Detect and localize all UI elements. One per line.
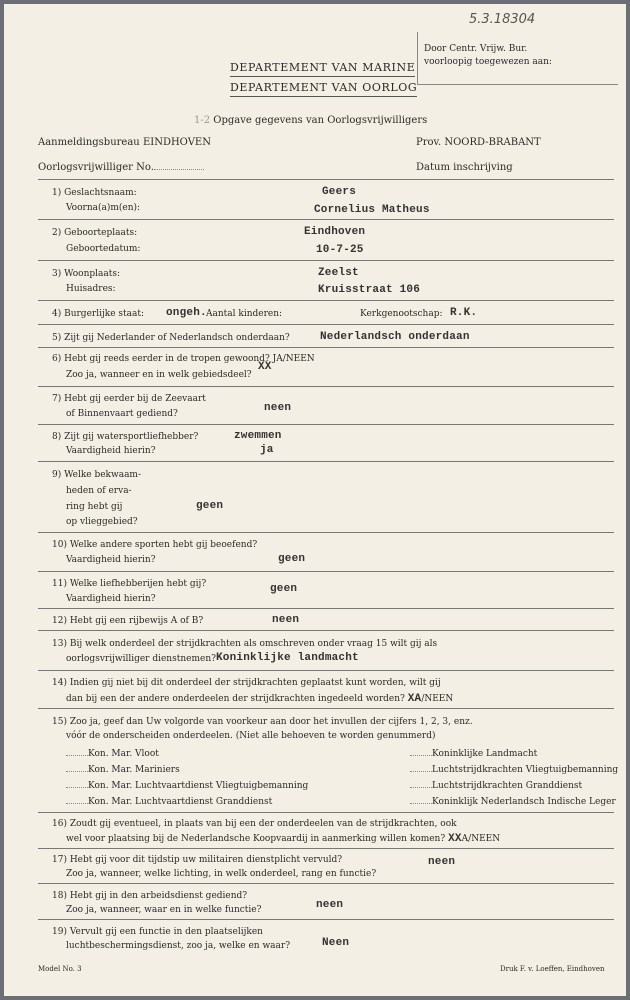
q15-option-5: Koninklijke Landmacht [410,749,537,759]
q2-birthdate-label: Geboortedatum: [66,244,141,254]
assignment-box-line1: Door Centr. Vrijw. Bur. [424,44,528,54]
q9-aviation-label-2: heden of erva- [66,486,132,496]
divider [38,179,614,180]
q7-inland-label: of Binnenvaart gediend? [66,409,178,419]
q10-sports-value: geen [278,553,306,565]
department-war: DEPARTEMENT VAN OORLOG [230,81,417,97]
q15-option-6: Luchtstrijdkrachten Vliegtuigbemanning [410,765,618,775]
q8-skill-label: Vaardigheid hierin? [66,446,156,456]
q9-aviation-value: geen [196,500,224,512]
q12-license-label: 12) Hebt gij een rijbewijs A of B? [52,616,204,626]
q9-aviation-label-1: 9) Welke bekwaam- [52,470,142,480]
province: Prov. NOORD-BRABANT [416,137,541,148]
q16-fleet-label-1: 16) Zoudt gij eventueel, in plaats van bij een der onderdeelen van de strijdkrachten, ook [52,819,457,829]
form-title: 1-2 Opgave gegevens van Oorlogsvrijwilligers [194,115,428,126]
q15-preference-label-1: 15) Zoo ja, geef dan Uw volgorde van voorkeur aan door het invullen der cijfers 1, 2, 3, enz. [52,717,473,727]
q3-residence-label: 3) Woonplaats: [52,269,121,279]
q1-surname-label: 1) Geslachtsnaam: [52,188,137,198]
q3-address-value: Kruisstraat 106 [318,284,421,296]
q2-birthplace-value: Eindhoven [304,226,366,238]
q18-labour-label-1: 18) Hebt gij in den arbeidsdienst gediend? [52,891,248,901]
q3-residence-value: Zeelst [318,267,359,279]
q4-church-value: R.K. [450,307,478,319]
department-marine: DEPARTEMENT VAN MARINE [230,61,415,77]
form-page [4,4,626,996]
q8-skill-value: ja [260,444,274,456]
q15-option-3: Kon. Mar. Luchtvaartdienst Vliegtuigbemanning [66,781,308,791]
q10-skill-label: Vaardigheid hierin? [66,555,156,565]
volunteer-number: Oorlogsvrijwilliger No. [38,162,204,173]
q2-birthdate-value: 10-7-25 [316,244,364,256]
q5-nationality-label: 5) Zijt gij Nederlander of Nederlandsch onderdaan? [52,333,290,343]
q6-tropics-value: XX [258,361,272,373]
q14-alternative-label-1: 14) Indien gij niet bij dit onderdeel der strijdkrachten geplaatst kunt worden, wilt gij [52,678,441,688]
q15-option-8: Koninklijk Nederlandsch Indische Leger [410,797,616,807]
q7-seafaring-value: neen [264,402,292,414]
q8-watersport-label: 8) Zijt gij watersportliefhebber? [52,432,199,442]
printer-credit: Druk F. v. Loeffen, Eindhoven [500,965,605,973]
q10-sports-label: 10) Welke andere sporten hebt gij beoefend? [52,540,258,550]
q1-surname-value: Geers [322,186,357,198]
q3-address-label: Huisadres: [66,284,116,294]
q4-marital-value: ongeh. [166,307,207,319]
q16-fleet-label-2: wel voor plaatsing bij de Nederlandsche Koopvaardij in aanmerking willen komen? XXA/NEEN [66,833,501,845]
q7-seafaring-label: 7) Hebt gij eerder bij de Zeevaart [52,394,206,404]
q9-aviation-label-3: ring hebt gij [66,502,123,512]
q17-military-value: neen [428,856,456,868]
registration-date: Datum inschrijving [416,162,513,173]
q5-nationality-value: Nederlandsch onderdaan [320,331,470,343]
q13-branch-value: Koninklijke landmacht [216,652,359,664]
model-number: Model No. 3 [38,965,82,973]
q13-branch-label-2: oorlogsvrijwilliger dienstnemen? [66,654,216,664]
q9-aviation-label-4: op vlieggebied? [66,517,138,527]
q11-hobbies-label: 11) Welke liefhebberijen hebt gij? [52,579,207,589]
q15-option-4: Kon. Mar. Luchtvaartdienst Granddienst [66,797,272,807]
q15-preference-label-2: vóór de onderscheiden onderdeelen. (Niet alle behoeven te worden genummerd) [66,731,436,741]
q4-church-label: Kerkgenootschap: [360,309,443,319]
q15-option-2: Kon. Mar. Mariniers [66,765,180,775]
q4-marital-label: 4) Burgerlijke staat: [52,309,145,319]
q15-option-1: Kon. Mar. Vloot [66,749,159,759]
q18-labour-value: neen [316,899,344,911]
q19-airdefence-value: Neen [322,937,350,949]
q15-option-7: Luchtstrijdkrachten Granddienst [410,781,582,791]
q6-tropics-label: 6) Hebt gij reeds eerder in de tropen gewoond? JA/NEEN [52,354,315,364]
registration-office: Aanmeldingsbureau EINDHOVEN [38,137,211,148]
q1-firstnames-label: Voorna(a)m(en): [66,203,141,213]
q17-military-label-2: Zoo ja, wanneer, welke lichting, in welk onderdeel, rang en functie? [66,869,377,879]
q13-branch-label-1: 13) Bij welk onderdeel der strijdkrachten als omschreven onder vraag 15 wilt gij als [52,639,438,649]
q4-children-label: Aantal kinderen: [206,309,283,319]
q19-airdefence-label-2: luchtbeschermingsdienst, zoo ja, welke en waar? [66,941,291,951]
q6-tropics-where-label: Zoo ja, wanneer en in welk gebiedsdeel? [66,370,252,380]
q11-skill-label: Vaardigheid hierin? [66,594,156,604]
q18-labour-label-2: Zoo ja, wanneer, waar en in welke functie? [66,905,262,915]
archive-number: 5.3.18304 [469,12,536,27]
q11-hobbies-value: geen [270,583,298,595]
assignment-box-line2: voorloopig toegewezen aan: [424,57,552,67]
q19-airdefence-label-1: 19) Vervult gij een functie in den plaatselijken [52,927,263,937]
q1-firstnames-value: Cornelius Matheus [314,204,430,216]
q14-alternative-label-2: dan bij een der andere onderdeelen der strijdkrachten ingedeeld worden? XA/NEEN [66,693,454,705]
q12-license-value: neen [272,614,300,626]
q17-military-label-1: 17) Hebt gij voor dit tijdstip uw militairen dienstplicht vervuld? [52,855,343,865]
q8-watersport-value: zwemmen [234,430,282,442]
q2-birthplace-label: 2) Geboorteplaats: [52,228,138,238]
